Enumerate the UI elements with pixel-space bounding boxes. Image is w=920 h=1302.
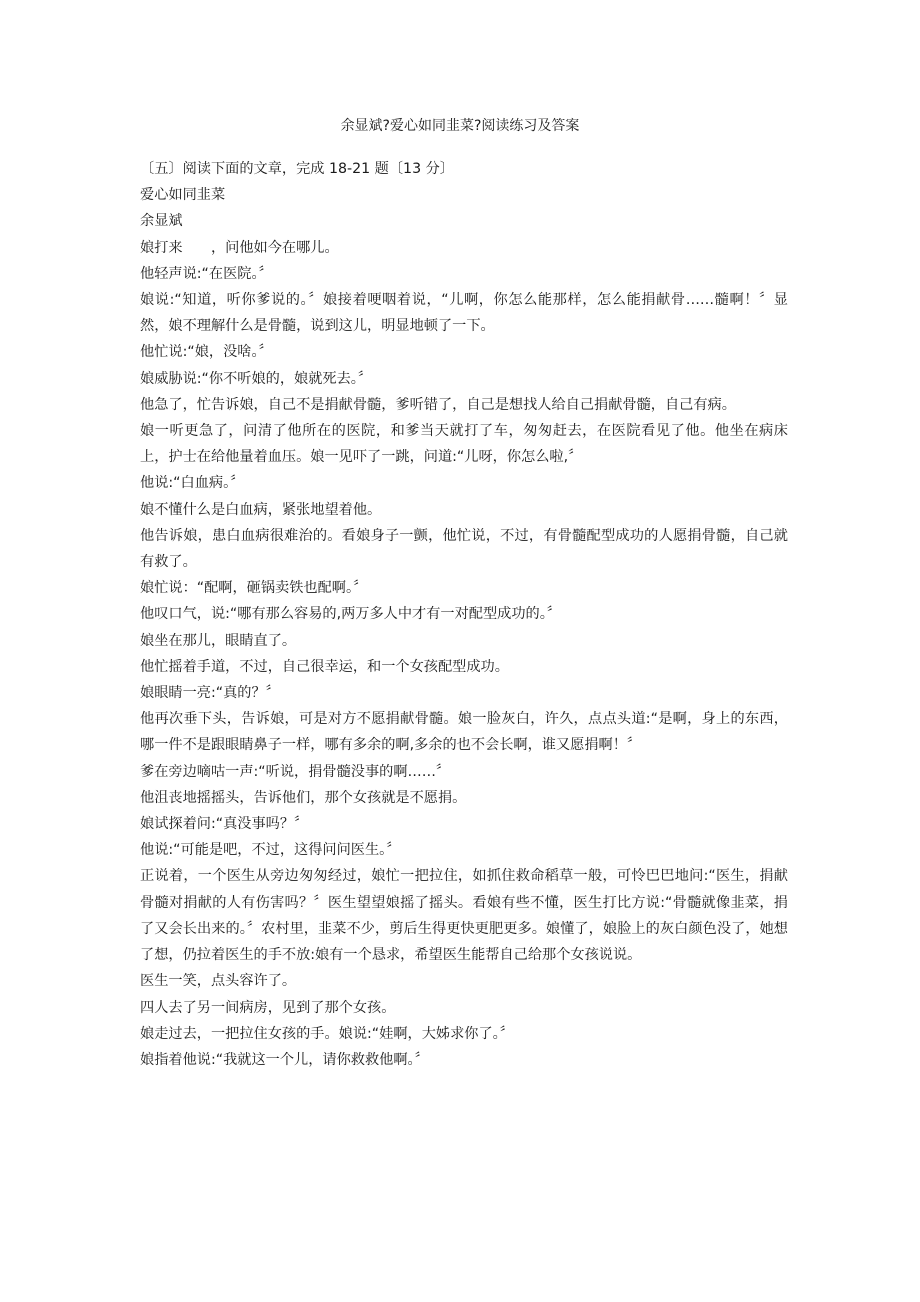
paragraph: 他急了，忙告诉娘，自己不是捐献骨髓，爹听错了，自己是想找人给自己捐献骨髓，自己有病。 [140,396,736,413]
paragraph: 娘一听更急了，问清了他所在的医院，和爹当天就打了车，匆匆赶去，在医院看见了他。他坐在病床上，护士在给他量着血压。娘一见吓了一跳，问道:“儿呀，你怎么啦,〞 [140,423,788,466]
paragraph: 他忙说:“娘，没啥。〞 [140,344,273,361]
paragraph: 医生一笑，点头容许了。 [140,973,297,990]
paragraph: 娘威胁说:“你不听娘的，娘就死去。〞 [140,370,373,387]
paragraph: 他再次垂下头，告诉娘，可是对方不愿捐献骨髓。娘一脸灰白，许久，点点头道:“是啊，身上的东西，哪一件不是跟眼睛鼻子一样，哪有多余的啊,多余的也不会长啊，谁又愿捐啊！〞 [140,711,788,754]
article-author: 余显斌 [140,213,183,230]
paragraph: 娘忙说：“配啊，砸锅卖铁也配啊。〞 [140,580,368,597]
section-instruction: 〔五〕阅读下面的文章，完成 18-21 题〔13 分〕 [140,161,454,177]
paragraph: 娘眼睛一亮:“真的？〞 [140,685,280,702]
document-title: 余显斌?爱心如同韭菜?阅读练习及答案 [340,118,580,134]
paragraph: 娘走过去，一把拉住女孩的手。娘说:“娃啊，大姊求你了。〞 [140,1025,514,1042]
paragraph: 他叹口气，说:“哪有那么容易的,两万多人中才有一对配型成功的。〞 [140,606,561,623]
paragraph: 娘说:“知道，听你爹说的。〞娘接着哽咽着说，“儿啊，你怎么能那样，怎么能捐献骨……髓啊！〞显然，娘不理解什么是骨髓，说到这儿，明显地顿了一下。 [140,292,788,335]
paragraph: 他说:“可能是吧，不过，这得问问医生。〞 [140,842,401,859]
paragraph: 娘不懂什么是白血病，紧张地望着他。 [140,501,382,518]
paragraph: 爹在旁边嘀咕一声:“听说，捐骨髓没事的啊……〞 [140,763,451,780]
article-title: 爱心如同韭菜 [140,187,226,204]
paragraph: 娘打来 ，问他如今在哪儿。 [140,239,339,256]
paragraph: 正说着，一个医生从旁边匆匆经过，娘忙一把拉住，如抓住救命稻草一般，可怜巴巴地问:“医生，捐献骨髓对捐献的人有伤害吗？〞医生望望娘摇了摇头。看娘有些不懂，医生打比方说:“骨髓就像韭菜，捐了又会长出来的。〞农村里，韭菜不少，剪后生得更快更肥更多。娘懂了，娘脸上的灰白颜色没了，她想了想，仍拉着医生的手不放:娘有一个恳求，希望医生能帮自己给那个女孩说说。 [140,868,788,964]
paragraph: 他说:“白血病。〞 [140,475,245,492]
document-body [140,156,788,1073]
paragraph: 他告诉娘，患白血病很难治的。看娘身子一颤，他忙说，不过，有骨髓配型成功的人愿捐骨髓，自己就有救了。 [140,527,788,571]
paragraph: 他轻声说:“在医院。〞 [140,265,273,282]
paragraph: 娘坐在那儿，眼睛直了。 [140,632,297,649]
paragraph: 四人去了另一间病房，见到了那个女孩。 [140,999,396,1016]
paragraph: 他沮丧地摇摇头，告诉他们，那个女孩就是不愿捐。 [140,789,467,806]
paragraph: 娘试探着问:“真没事吗？〞 [140,816,309,833]
paragraph: 他忙摇着手道，不过，自己很幸运，和一个女孩配型成功。 [140,658,509,675]
paragraph: 娘指着他说:“我就这一个儿，请你救救他啊。〞 [140,1051,429,1068]
